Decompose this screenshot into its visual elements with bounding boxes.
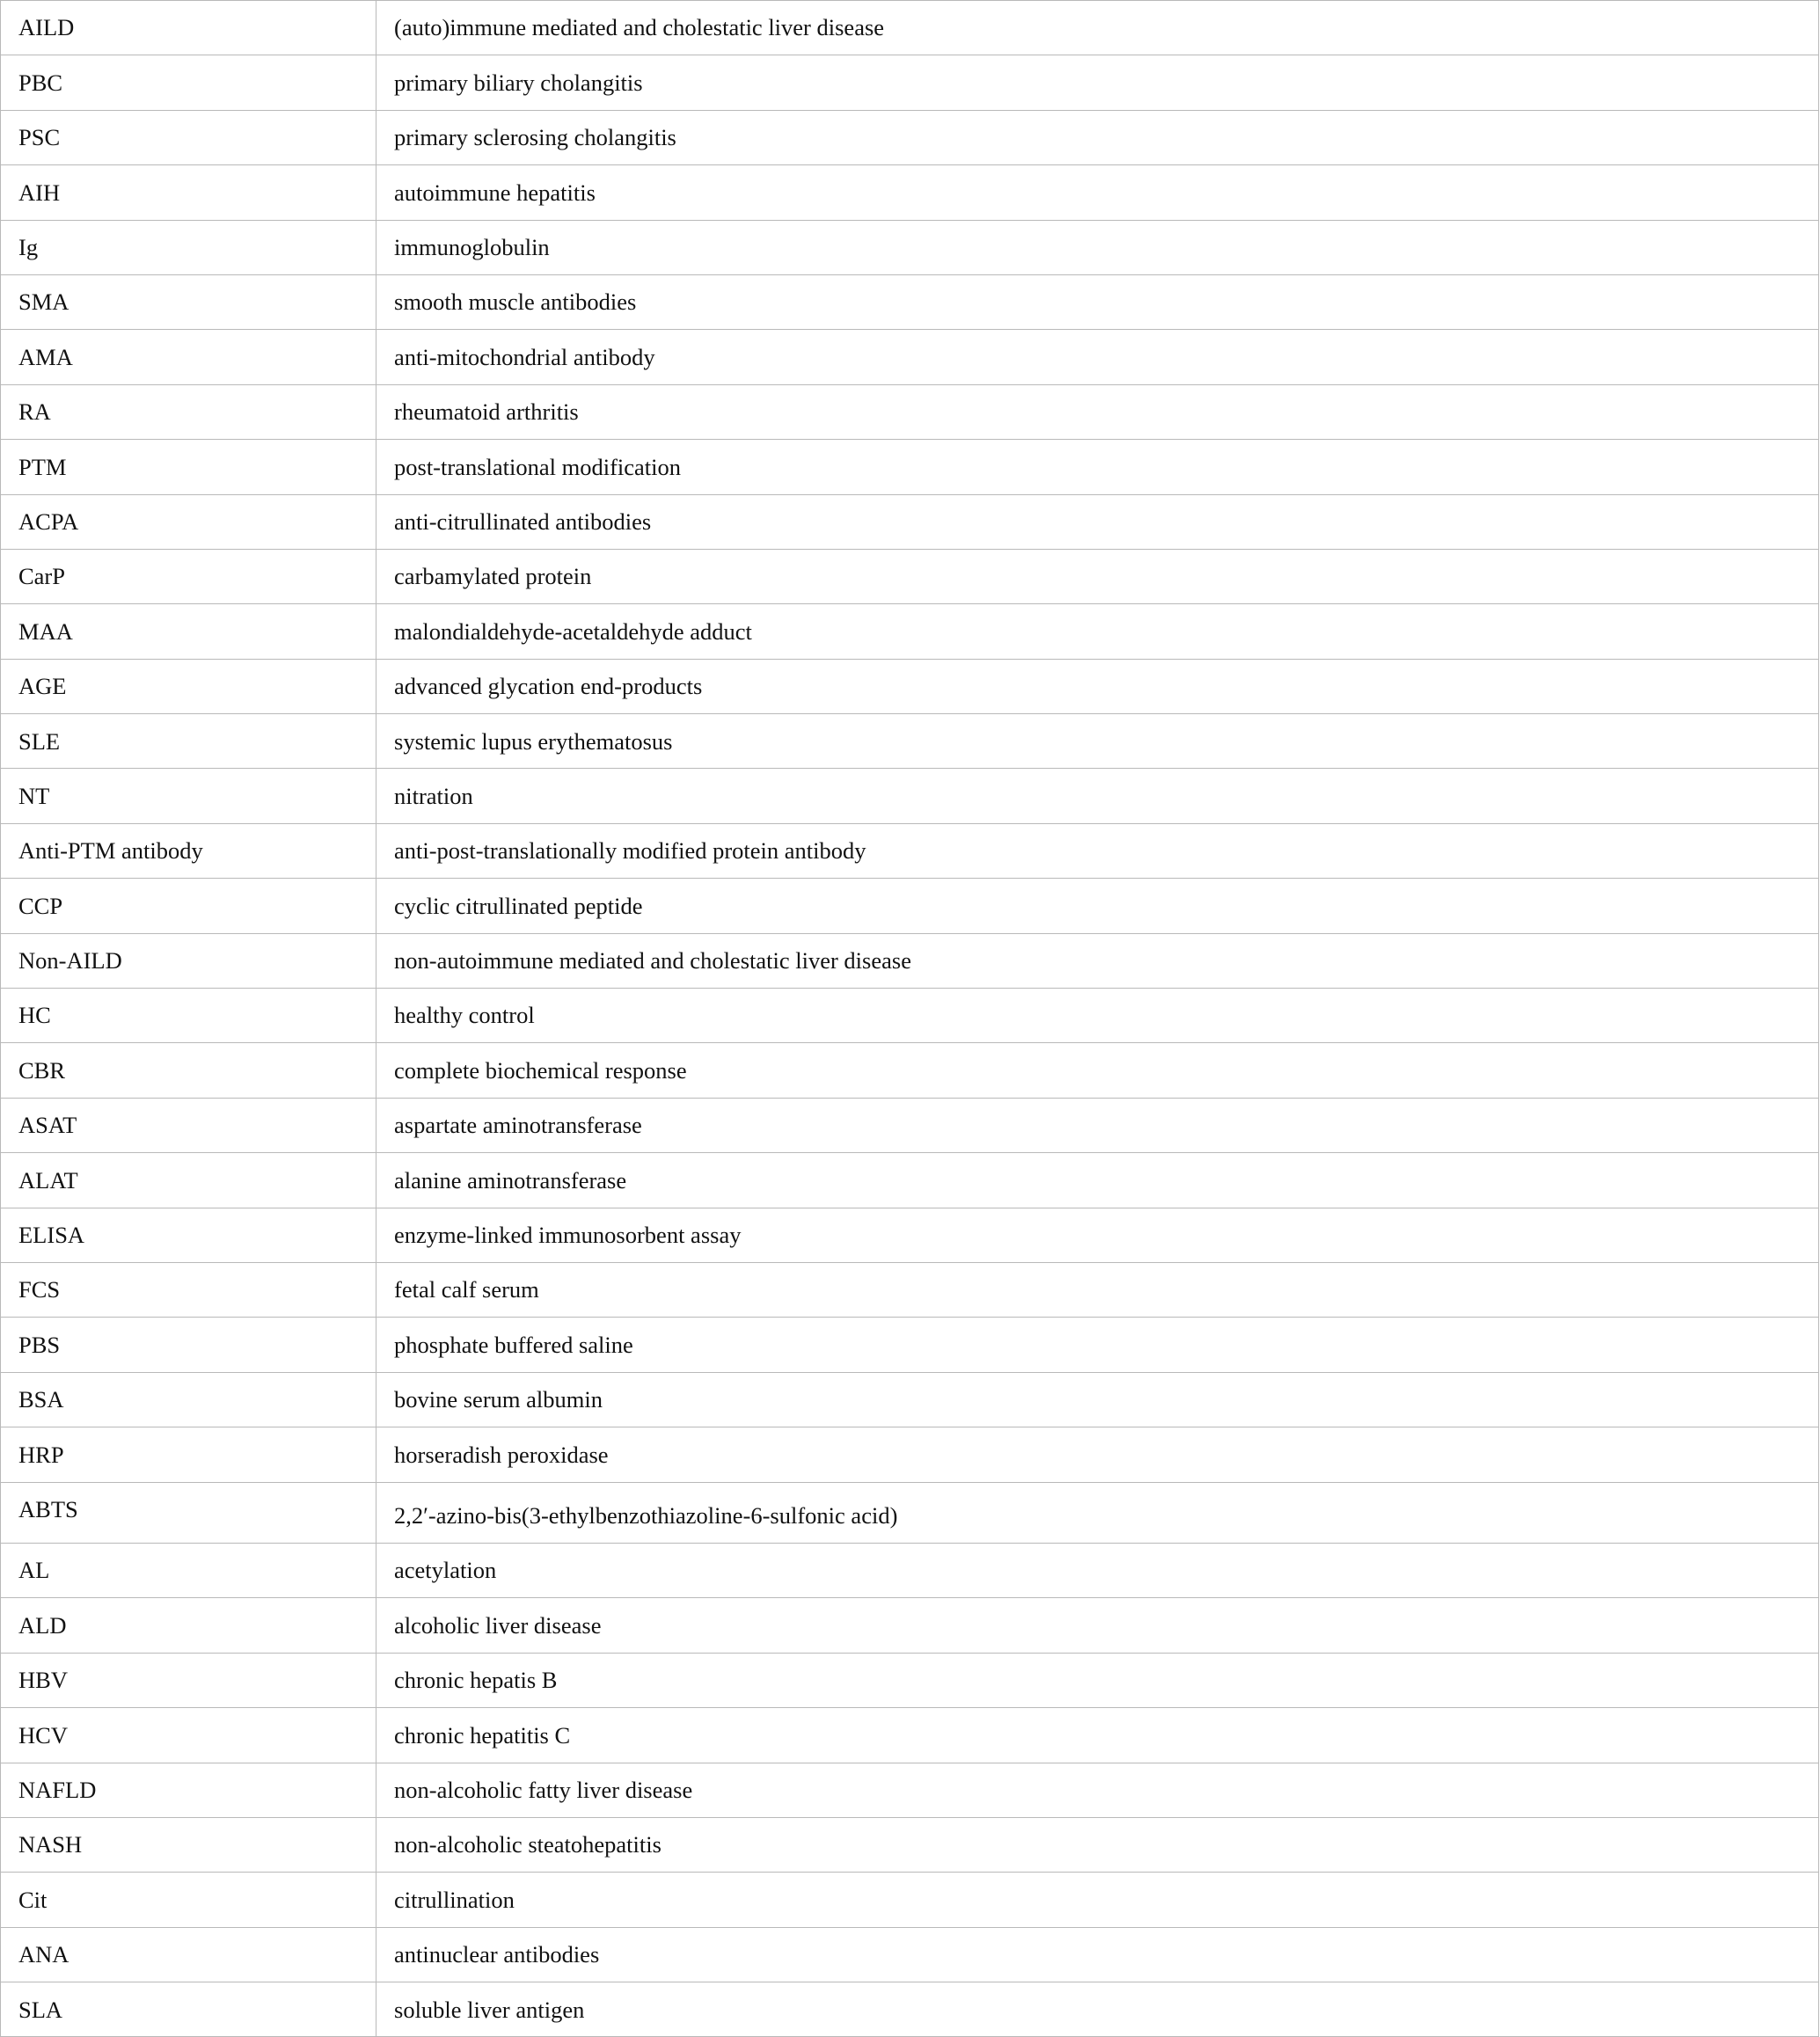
abbreviation-cell: PBS (1, 1318, 376, 1372)
table-row (1, 494, 1819, 549)
definition-cell: alanine aminotransferase (376, 1153, 1819, 1208)
table-row (1, 1653, 1819, 1707)
table-row (1, 1318, 1819, 1372)
abbreviation-cell: CBR (1, 1043, 376, 1098)
definition-cell: autoimmune hepatitis (376, 165, 1819, 220)
abbreviation-cell: ASAT (1, 1098, 376, 1152)
abbreviation-cell: SLE (1, 714, 376, 769)
table-row (1, 384, 1819, 439)
abbreviation-cell: Anti-PTM antibody (1, 823, 376, 878)
definition-cell: non-alcoholic steatohepatitis (376, 1817, 1819, 1872)
definition-cell: non-alcoholic fatty liver disease (376, 1763, 1819, 1817)
table-row (1, 549, 1819, 603)
table-row (1, 220, 1819, 274)
table-row (1, 330, 1819, 384)
abbreviations-table-body (1, 1, 1819, 2037)
definition-cell: complete biochemical response (376, 1043, 1819, 1098)
table-row (1, 1543, 1819, 1597)
abbreviation-cell: Cit (1, 1873, 376, 1927)
table-row (1, 55, 1819, 110)
definition-cell: antinuclear antibodies (376, 1927, 1819, 1982)
abbreviation-cell: HC (1, 989, 376, 1043)
abbreviation-cell: AL (1, 1543, 376, 1597)
table-row (1, 1982, 1819, 2037)
definition-cell: phosphate buffered saline (376, 1318, 1819, 1372)
definition-cell: primary biliary cholangitis (376, 55, 1819, 110)
definition-cell: post-translational modification (376, 440, 1819, 494)
definition-cell: aspartate aminotransferase (376, 1098, 1819, 1152)
table-row (1, 1873, 1819, 1927)
abbreviation-cell: AILD (1, 1, 376, 55)
table-row (1, 823, 1819, 878)
table-row (1, 110, 1819, 164)
abbreviation-cell: HRP (1, 1427, 376, 1482)
table-row (1, 1208, 1819, 1262)
definition-cell: carbamylated protein (376, 549, 1819, 603)
abbreviation-cell: SLA (1, 1982, 376, 2037)
definition-cell: rheumatoid arthritis (376, 384, 1819, 439)
table-row (1, 274, 1819, 329)
abbreviation-cell: CarP (1, 549, 376, 603)
table-row (1, 1598, 1819, 1653)
abbreviation-cell: ABTS (1, 1482, 376, 1543)
table-row (1, 1262, 1819, 1317)
definition-cell: anti-citrullinated antibodies (376, 494, 1819, 549)
abbreviation-cell: ACPA (1, 494, 376, 549)
abbreviation-cell: AIH (1, 165, 376, 220)
abbreviation-cell: AMA (1, 330, 376, 384)
table-row (1, 1153, 1819, 1208)
abbreviation-cell: MAA (1, 604, 376, 659)
abbreviation-cell: Ig (1, 220, 376, 274)
definition-cell: anti-post-translationally modified protein antibody (376, 823, 1819, 878)
table-row (1, 1043, 1819, 1098)
table-row (1, 714, 1819, 769)
definition-cell: chronic hepatitis C (376, 1708, 1819, 1763)
abbreviation-cell: NAFLD (1, 1763, 376, 1817)
abbreviation-cell: NT (1, 769, 376, 823)
definition-cell: citrullination (376, 1873, 1819, 1927)
abbreviation-cell: SMA (1, 274, 376, 329)
table-row (1, 1817, 1819, 1872)
abbreviation-cell: ANA (1, 1927, 376, 1982)
abbreviation-cell: FCS (1, 1262, 376, 1317)
table-row (1, 165, 1819, 220)
abbreviation-cell: ELISA (1, 1208, 376, 1262)
definition-cell: immunoglobulin (376, 220, 1819, 274)
abbreviation-cell: AGE (1, 659, 376, 713)
definition-cell: 2,2′-azino-bis(3-ethylbenzothiazoline-6-sulfonic acid) (376, 1482, 1819, 1543)
definition-cell: soluble liver antigen (376, 1982, 1819, 2037)
definition-cell: fetal calf serum (376, 1262, 1819, 1317)
table-row (1, 933, 1819, 988)
definition-cell: alcoholic liver disease (376, 1598, 1819, 1653)
definition-cell: advanced glycation end-products (376, 659, 1819, 713)
table-row (1, 989, 1819, 1043)
table-row (1, 879, 1819, 933)
abbreviation-cell: ALD (1, 1598, 376, 1653)
definition-cell: nitration (376, 769, 1819, 823)
table-row (1, 604, 1819, 659)
abbreviation-cell: PBC (1, 55, 376, 110)
definition-cell: horseradish peroxidase (376, 1427, 1819, 1482)
abbreviation-cell: HBV (1, 1653, 376, 1707)
abbreviation-cell: Non-AILD (1, 933, 376, 988)
abbreviation-cell: BSA (1, 1372, 376, 1427)
abbreviation-cell: PSC (1, 110, 376, 164)
abbreviation-cell: RA (1, 384, 376, 439)
table-row (1, 659, 1819, 713)
definition-cell: smooth muscle antibodies (376, 274, 1819, 329)
abbreviation-cell: ALAT (1, 1153, 376, 1208)
definition-cell: acetylation (376, 1543, 1819, 1597)
definition-cell: chronic hepatis B (376, 1653, 1819, 1707)
table-row (1, 1927, 1819, 1982)
abbreviation-cell: CCP (1, 879, 376, 933)
definition-cell: healthy control (376, 989, 1819, 1043)
table-row (1, 1763, 1819, 1817)
definition-cell: (auto)immune mediated and cholestatic liver disease (376, 1, 1819, 55)
table-row (1, 769, 1819, 823)
abbreviation-cell: PTM (1, 440, 376, 494)
table-row (1, 1372, 1819, 1427)
definition-cell: bovine serum albumin (376, 1372, 1819, 1427)
abbreviation-cell: HCV (1, 1708, 376, 1763)
definition-cell: malondialdehyde-acetaldehyde adduct (376, 604, 1819, 659)
table-row (1, 1708, 1819, 1763)
abbreviation-cell: NASH (1, 1817, 376, 1872)
definition-cell: enzyme-linked immunosorbent assay (376, 1208, 1819, 1262)
definition-cell: anti-mitochondrial antibody (376, 330, 1819, 384)
definition-cell: cyclic citrullinated peptide (376, 879, 1819, 933)
definition-cell: systemic lupus erythematosus (376, 714, 1819, 769)
table-row (1, 1098, 1819, 1152)
table-row (1, 1482, 1819, 1543)
definition-cell: primary sclerosing cholangitis (376, 110, 1819, 164)
table-row (1, 440, 1819, 494)
table-row (1, 1427, 1819, 1482)
table-row (1, 1, 1819, 55)
definition-cell: non-autoimmune mediated and cholestatic liver disease (376, 933, 1819, 988)
